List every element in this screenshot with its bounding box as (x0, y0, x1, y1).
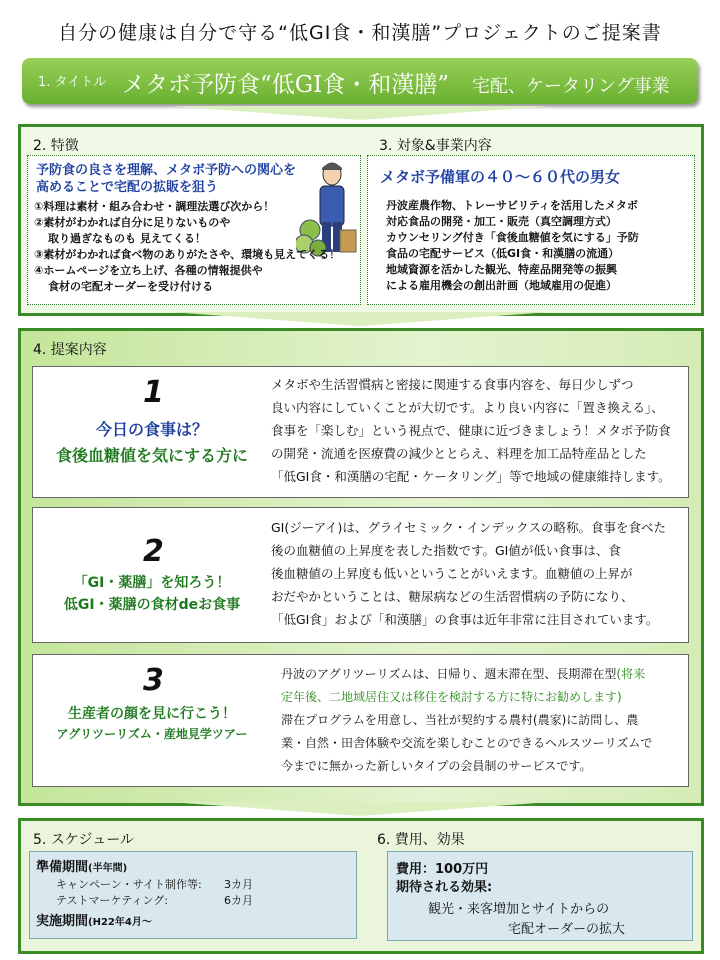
target-box (367, 155, 695, 305)
proposal-line-green: (将来 (616, 667, 646, 681)
target-line: カウンセリング付き「食後血糖値を気にする」予防 (386, 231, 639, 244)
cost-box (387, 851, 693, 941)
prep-label: 準備期間 (36, 860, 89, 875)
proposal-headline: 低GI・薬膳の食材deお食事 (63, 597, 241, 613)
title-sub: 宅配、ケータリング事業 (471, 76, 670, 97)
proposal-line: 食事を「楽しむ」という視点で、健康に近づきましょう！メタボ予防食 (271, 423, 671, 438)
effect-label: 期待される効果: (396, 880, 493, 895)
feature-item: ①料理は素材・組み合わせ・調理法選び次から！ (34, 200, 275, 213)
feature-item: ③素材がわかれば食べ物のありがたさや、環境も見えてくる！ (34, 248, 341, 261)
proposal-line: 滞在プログラムを用意し、当社が契約する農村(農家)に訪問し、農 (281, 713, 639, 727)
cost-line: 費用：100万円 (396, 862, 489, 877)
target-line: による雇用機会の創出計画（地域雇用の促進） (386, 279, 617, 292)
target-line: 地域資源を活かした観光、特産品開発等の振興 (386, 263, 617, 276)
proposal-headline: 今日の食事は？ (95, 420, 208, 439)
page-title: 自分の健康は自分で守る“低GI食・和漢膳”プロジェクトのご提案書 (58, 22, 662, 44)
proposal-line: 「低GI食」および「和漢膳」の食事は近年非常に注目されています。 (271, 612, 659, 627)
schedule-task: キャンペーン・サイト制作等: (56, 878, 202, 891)
proposal-line: 「低GI食・和漢膳の宅配・ケータリング」等で地域の健康維持します。 (271, 469, 671, 484)
impl-label: 実施期間 (36, 914, 89, 929)
proposal-line: GI(ジーアイ)は、グライセミック・インデックスの略称。食事を食べた (271, 520, 667, 535)
schedule-task: テストマーケティング: (56, 894, 168, 907)
proposal-line: おだやかということは、糖尿病などの生活習慣病の予防になり、 (271, 589, 634, 604)
farmer-illustration (296, 160, 358, 258)
proposal-1 (32, 366, 689, 498)
proposal-2 (32, 507, 689, 643)
proposal-line: 後血糖値の上昇度も低いということがいえます。血糖値の上昇が (271, 566, 633, 581)
schedule-heading: 5. スケジュール (33, 832, 134, 848)
effect-line: 観光・来客増加とサイトからの (428, 902, 610, 917)
cost-heading: 6. 費用、効果 (377, 832, 465, 848)
proposal-line: 業・自然・田舎体験や交流を楽しむことのできるヘルスツーリズムで (281, 736, 653, 750)
proposal-line: 良い内容にしていくことが大切です。より良い内容に「置き換える」、 (271, 400, 664, 415)
effect-line: 宅配オーダーの拡大 (508, 922, 626, 937)
proposal-headline: アグリツーリズム・産地見学ツアー (56, 727, 248, 741)
feature-item: 取り過ぎなものも 見えてくる！ (48, 232, 206, 245)
proposal-line: メタボや生活習慣病と密接に関連する食事内容を、毎日少しずつ (271, 377, 634, 392)
feature-item: ②素材がわかれば自分に足りないものや (34, 216, 231, 229)
target-body (386, 198, 686, 294)
target-line: 食品の宅配サービス（低GI食・和漢膳の流通） (386, 247, 620, 260)
proposal-line (281, 663, 683, 686)
proposal-line-green: 定年後、二地域居住又は移住を検討する方に特にお勧めします) (281, 690, 622, 704)
proposal-line: の開発・流通を医療費の減少ととらえ、料理を加工品特産品とした (271, 446, 647, 461)
schedule-box (29, 851, 357, 939)
prep-period (36, 856, 127, 875)
proposals-heading: 4. 提案内容 (33, 342, 107, 358)
feature-item: ④ホームページを立ち上げ、各種の情報提供や (34, 264, 263, 277)
proposal-text (281, 663, 683, 778)
proposal-line: 今までに無かった新しいタイプの会員制のサービスです。 (281, 759, 592, 773)
title-number: 1. タイトル (38, 75, 107, 90)
proposal-headline: 生産者の顔を見に行こう！ (68, 706, 236, 722)
proposal-number: 1 (143, 375, 164, 410)
proposal-number: 3 (143, 663, 164, 698)
schedule-cost-panel (18, 818, 704, 954)
impl-period (36, 910, 152, 929)
title-main (122, 66, 670, 99)
features-box (27, 155, 361, 305)
proposal-3 (32, 654, 689, 787)
title-main-text: メタボ予防食“低GI食・和漢膳” (122, 72, 449, 98)
proposal-text (271, 373, 683, 488)
target-line: 対応食品の開発・加工・販売（真空調理方式） (386, 215, 617, 228)
arrow-connector (170, 802, 550, 816)
title-bar (22, 58, 698, 104)
features-target-panel (18, 124, 704, 316)
features-heading: 2. 特徴 (33, 138, 79, 154)
impl-date: (H22年4月～ (88, 917, 152, 928)
proposal-text (271, 516, 683, 631)
schedule-task-value: 6カ月 (224, 894, 253, 907)
target-headline: メタボ予備軍の４０～６０代の男女 (380, 168, 621, 186)
proposal-line: 後の血糖値の上昇度を表した指数です。GI値が低い食事は、食 (271, 543, 621, 558)
features-headline: 予防食の良さを理解、メタボ予防への関心を高めることで宅配の拡販を狙う (36, 163, 297, 195)
target-heading: 3. 対象&事業内容 (379, 138, 492, 154)
proposal-headline: 「GI・薬膳」を知ろう！ (73, 575, 231, 591)
proposal-line-part: 丹波のアグリツーリズムは、日帰り、週末滞在型、長期滞在型 (281, 667, 617, 681)
proposal-headline: 食後血糖値を気にする方に (55, 446, 248, 465)
arrow-connector (170, 106, 550, 120)
arrow-connector (170, 312, 550, 326)
schedule-task-value: 3カ月 (224, 878, 253, 891)
feature-item: 食材の宅配オーダーを受け付ける (48, 280, 213, 293)
target-line: 丹波産農作物、トレーサビリティを活用したメタボ (386, 199, 638, 212)
prep-duration: (半年間) (88, 863, 128, 874)
proposal-number: 2 (143, 534, 164, 569)
